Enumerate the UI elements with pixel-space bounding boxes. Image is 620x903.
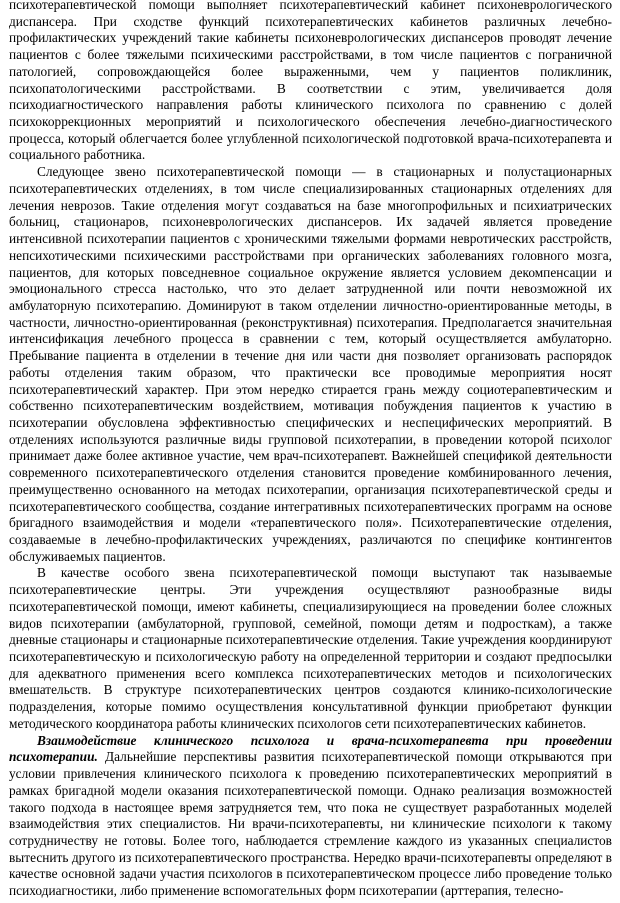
section-heading: Взаимодействие клинического психолога и врача-психотерапевта при проведении психотерапии. (9, 732, 612, 765)
paragraph-2 (9, 164, 612, 565)
paragraph-1-text: психотерапевтической помощи выполняет психотерапевтический кабинет психоневрологического диспансера. При сходстве функций психотерапевтических кабинетов различных лечебно-профилактических учреждений такие кабинеты психоневрологических диспансеров проводят лечение пациентов с более тяжелыми психическими расстройствами, в том числе пациентов с пограничной патологией, сопровождающейся более выраженными, чем у пациентов поликлиник, психопатологическими расстройствами. В соответствии с этим, увеличивается доля психодиагностического направления работы клинического психолога по сравнению с долей психокоррекционных мероприятий и психологического обеспечения лечебно-диагностического процесса, который облегчается более углубленной психологической подготовкой врача-психотерапевта и социального работника. (9, 0, 612, 163)
paragraph-2-text: Следующее звено психотерапевтической помощи — в стационарных и полустационарных психотерапевтических отделениях, в том числе специализированных стационарных отделениях для лечения неврозов. Такие отделения могут создаваться на базе многопрофильных и психиатрических больниц, стационаров, психоневрологических диспансеров. Их задачей является проведение интенсивной психотерапии пациентов с хроническими тяжелыми формами невротических расстройств, непсихотическими психическими расстройствами при органических заболеваниях головного мозга, пациентов, для которых повседневное социальное окружение является условием декомпенсации и эмоционального стресса настолько, что это делает затрудненной или почти невозможной их амбулаторную психотерапию. Доминируют в таком отделении личностно-ориентированные методы, в частности, личностно-ориентированная (реконструктивная) психотерапия. Предполагается значительная интенсификация лечебного процесса в сравнении с тем, который осуществляется амбулаторно. Пребывание пациента в отделении в течение дня или части дня позволяет организовать распорядок работы отделения таким образом, что практически все проводимые мероприятия носят психотерапевтический характер. При этом нередко стирается грань между социотерапевтическим и собственно психотерапевтическим воздействием, мотивация побуждения пациентов к участию в психотерапии обусловлена эффективностью специфических и неспецифических мероприятий. В отделениях используются различные виды групповой психотерапии, в проведении которой психолог принимает даже более активное участие, чем врач-психотерапевт. Важнейшей спецификой деятельности современного психотерапевтического отделения становится проведение комбинированного лечения, преимущественно основанного на методах психотерапии, организация психотерапевтической среды и психотерапевтического сообщества, создание интегративных психотерапевтических программ на основе бригадного взаимодействия и модели «терапевтического поля». Психотерапевтические отделения, создаваемые в лечебно-профилактических учреждениях, различаются по специфике контингентов обслуживаемых пациентов. (9, 164, 612, 564)
paragraph-4 (9, 733, 612, 900)
paragraph-1 (9, 0, 612, 164)
paragraph-3-text: В качестве особого звена психотерапевтической помощи выступают так называемые психотерапевтические центры. Эти учреждения осуществляют разнообразные виды психотерапевтической помощи, имеют кабинеты, специализирующиеся на проведении более сложных видов психотерапии (амбулаторной, групповой, семейной, помощи детям и подросткам), а также дневные стационары и стационарные психотерапевтические отделения. Такие учреждения координируют психотерапевтическую и психологическую работу на определенной территории и создают предпосылки для адекватного применения всего комплекса психотерапевтических методов и психологических вмешательств. В структуре психотерапевтических центров создаются клинико-психологические подразделения, которые помимо осуществления консультативной функции приобретают функции методического координатора работы клинических психологов сети психотерапевтических кабинетов. (9, 565, 613, 731)
paragraph-4-text: Дальнейшие перспективы развития психотерапевтической помощи открываются при условии привлечения клинического психолога к проведению психотерапевтических мероприятий в рамках бригадной модели оказания психотерапевтической помощи. Однако реализация возможностей такого подхода в настоящее время затрудняется тем, что пока не существует разработанных моделей взаимодействия этих специалистов. Ни врачи-психотерапевты, ни клинические психологи к такому сотрудничеству не готовы. Более того, наблюдается стремление каждого из указанных специалистов вытеснить другого из психотерапевтического пространства. Нередко врачи-психотерапевты определяют в качестве основной задачи участия психологов в психотерапевтическом процессе либо проведение только психодиагностики, либо применение вспомогательных форм психотерапии (арттерапия, телесно- (9, 749, 612, 899)
paragraph-3 (9, 565, 612, 732)
